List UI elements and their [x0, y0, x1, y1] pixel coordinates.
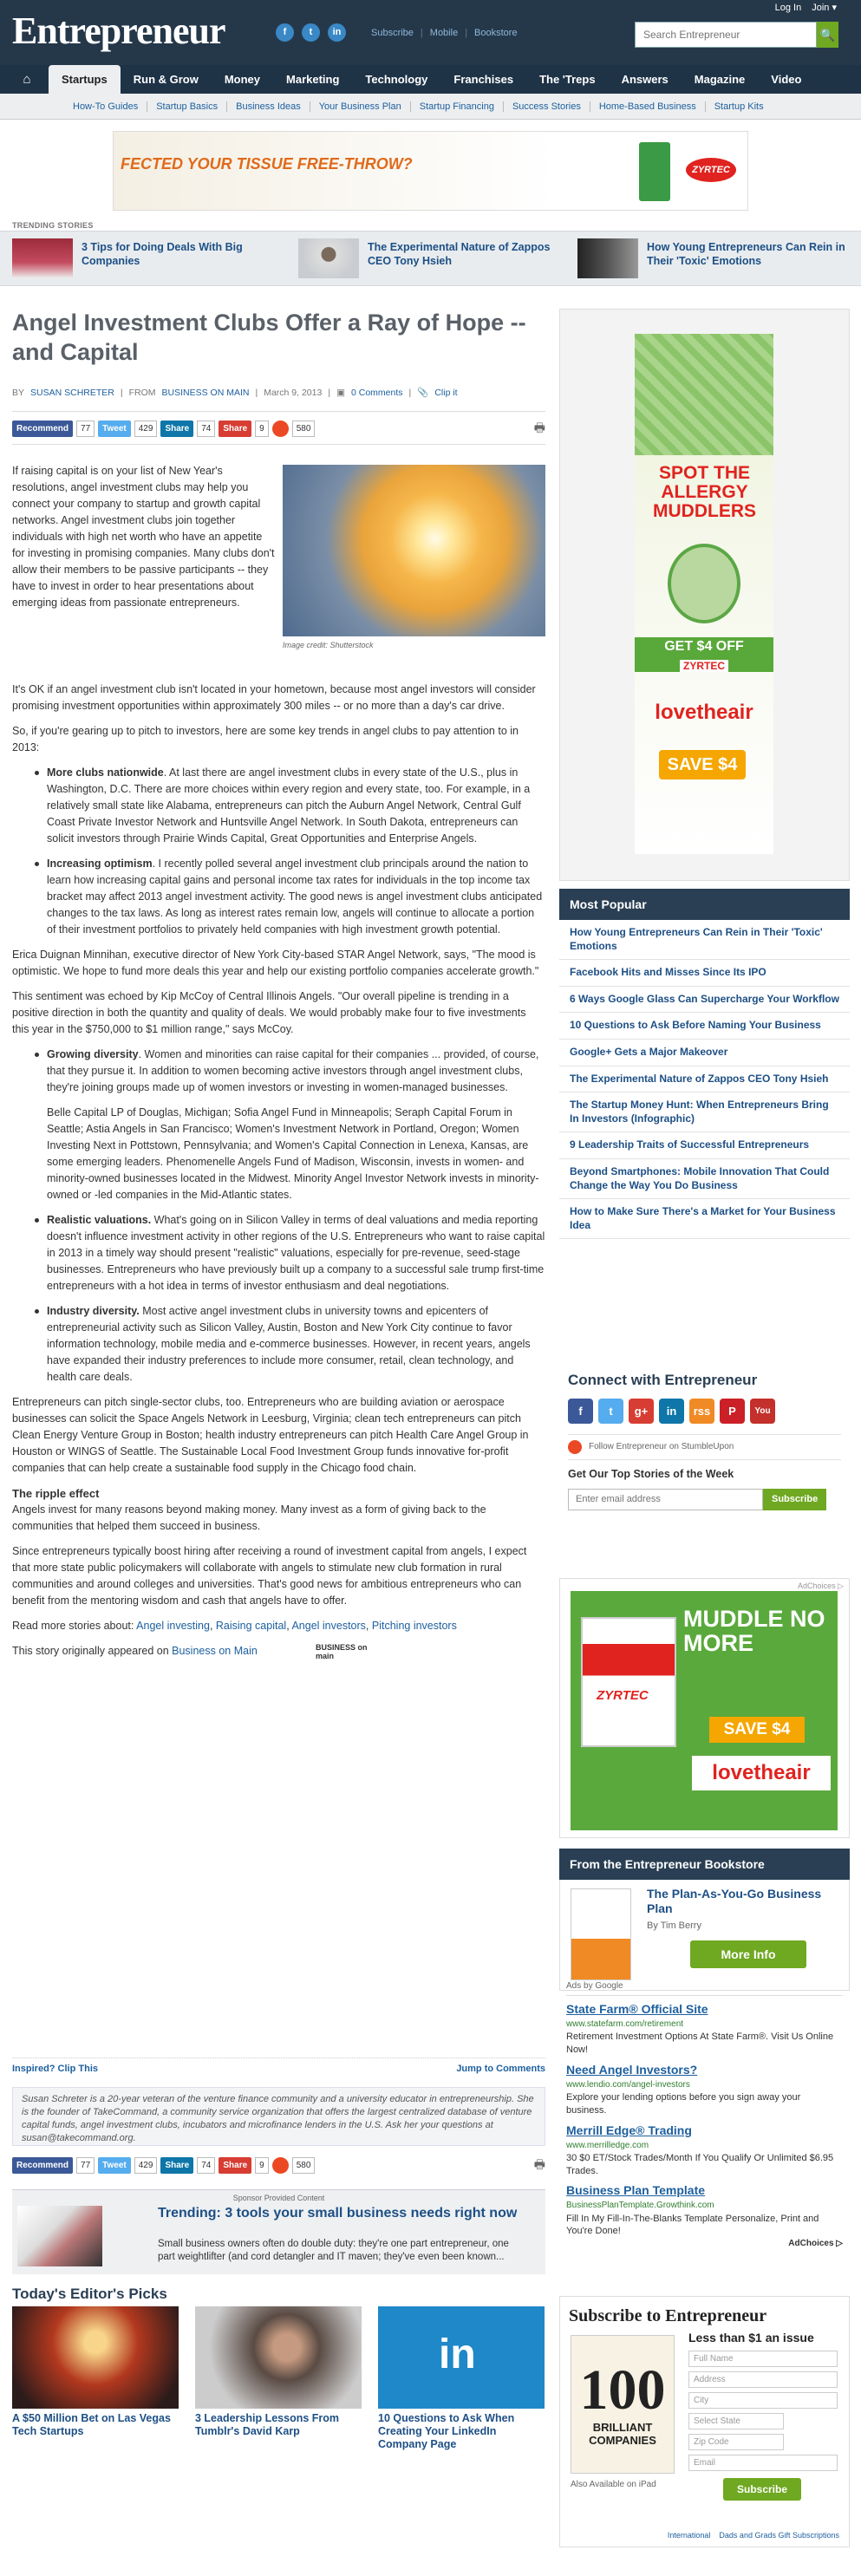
book-cover: [571, 1888, 631, 1980]
article-intro: [12, 463, 275, 620]
pick-title[interactable]: A $50 Million Bet on Las Vegas Tech Startups: [12, 2412, 171, 2437]
site-logo[interactable]: Entrepreneur: [12, 10, 225, 52]
cover-text: BRILLIANT COMPANIES: [589, 2421, 656, 2447]
google-ad-title[interactable]: Merrill Edge® Trading: [566, 2123, 692, 2137]
list-item[interactable]: Facebook Hits and Misses Since Its IPO: [559, 960, 850, 987]
article-body: [12, 681, 545, 1668]
email-input[interactable]: [568, 1489, 763, 1510]
subnav-item[interactable]: Home-Based Business: [590, 101, 706, 112]
bullet-heading: Realistic valuations.: [47, 1214, 152, 1226]
bullet-item: [12, 1212, 545, 1295]
pick-item[interactable]: [12, 2306, 179, 2451]
sidebar-ad-2[interactable]: [559, 1578, 850, 1838]
connect-heading: Connect with Entrepreneur: [568, 1372, 758, 1388]
sub-nav: [0, 94, 861, 120]
google-ad[interactable]: [566, 2062, 843, 2117]
ad-product: [581, 1617, 676, 1747]
paragraph: If raising capital is on your list of New Year's resolutions, angel investment clubs may help you connect your company to startup and growth capital networks. Angel investment clubs join together individuals with high net worth who have an appetite for investing in promising companies. Many clubs don't allow their members to be passive participants -- they have to invest in order to hear presentations about emerging ideas from passionate entrepreneurs.: [12, 465, 275, 609]
google-ad-title[interactable]: State Farm® Official Site: [566, 2002, 708, 2017]
adchoices-label[interactable]: AdChoices ▷: [798, 1581, 844, 1590]
article-date: March 9, 2013: [264, 388, 323, 398]
trending-thumb: [12, 238, 73, 278]
address-field[interactable]: Address: [688, 2371, 838, 2388]
ad-background: [635, 334, 773, 455]
ad-offer-text: GET $4 OFF: [664, 639, 744, 654]
book-author: By Tim Berry: [647, 1921, 701, 1931]
cover-number: 100: [579, 2358, 666, 2422]
subscribe-price: Less than $1 an issue: [688, 2331, 814, 2344]
pick-thumb: [378, 2306, 545, 2409]
linkedin-icon: in: [439, 2331, 476, 2377]
stumbleupon-icon[interactable]: [272, 2157, 289, 2174]
main-nav: [0, 65, 861, 94]
gp-count: 9: [255, 421, 269, 437]
trending-label: TRENDING STORIES: [12, 221, 94, 230]
divider: [12, 411, 545, 412]
sidebar-ad-1[interactable]: [559, 309, 850, 881]
nav-technology[interactable]: Technology: [365, 73, 428, 86]
nav-marketing[interactable]: Marketing: [286, 73, 340, 86]
linkedin-share-button[interactable]: Share: [160, 421, 193, 437]
author-link[interactable]: SUSAN SCHRETER: [30, 388, 114, 398]
facebook-recommend-button[interactable]: Recommend: [12, 421, 73, 437]
tweet-count: 429: [134, 2157, 158, 2174]
nav-run-grow[interactable]: Run & Grow: [133, 73, 199, 86]
source-link[interactable]: BUSINESS ON MAIN: [161, 388, 250, 398]
googleplus-share-button[interactable]: Share: [219, 2157, 251, 2174]
photo-credit: Image credit: Shutterstock: [283, 641, 374, 649]
list-item[interactable]: 10 Questions to Ask Before Naming Your Business: [559, 1013, 850, 1040]
facebook-icon[interactable]: f: [276, 23, 294, 42]
nav-answers[interactable]: Answers: [621, 73, 669, 86]
ad-brand: ZYRTEC: [680, 660, 728, 672]
share-bar-bottom: [12, 2155, 545, 2175]
city-field[interactable]: City: [688, 2392, 838, 2409]
editors-picks-heading: Today's Editor's Picks: [12, 2286, 167, 2302]
trending-item[interactable]: [12, 238, 290, 278]
subnav-item[interactable]: Startup Kits: [714, 101, 764, 112]
ad-tagline: lovetheair: [692, 1756, 831, 1790]
trending-title[interactable]: The Experimental Nature of Zappos CEO Tony Hsieh: [368, 241, 551, 267]
trash-can-image: [639, 142, 670, 201]
facebook-icon[interactable]: f: [568, 1399, 593, 1424]
search-button[interactable]: 🔍: [817, 22, 838, 48]
paragraph: So, if you're gearing up to pitch to investors, here are some key trends in angel clubs to pay attention to in 2013:: [12, 725, 519, 753]
list-item[interactable]: The Experimental Nature of Zappos CEO Tony Hsieh: [559, 1066, 850, 1093]
list-item[interactable]: How Young Entrepreneurs Can Rein in Their 'Toxic' Emotions: [559, 920, 850, 960]
most-popular-list: [559, 920, 850, 1239]
bullet-item: [12, 1047, 545, 1096]
pick-item[interactable]: [378, 2306, 545, 2451]
paragraph: Entrepreneurs can pitch single-sector clubs, too. Entrepreneurs who are building aviation or aerospace businesses can solicit the Space Angels Network in Leesburg, Virginia; clean tech entrepreneurs can pitch Clean Energy Venture Group in Boston; health industry entrepreneurs can pitch Health Care Angel Group in Houston or WINGS of Seattle. The Sustainable Local Food Investment Group funds innovative for-profit companies that can help create a sustainable food supply in the Chicago food chain.: [12, 1396, 529, 1474]
sponsored-label: Sponsor Provided Content: [232, 2194, 325, 2202]
tweet-count: 429: [134, 421, 158, 437]
li-count: 74: [197, 421, 215, 437]
list-item[interactable]: 9 Leadership Traits of Successful Entrepreneurs: [559, 1132, 850, 1159]
author-bio: Susan Schreter is a 20-year veteran of the venture finance community and a university educator in entrepreneurship. She is the founder of TakeCommand, a community service organization that offers the largest centralized database of venture capital funds, angel investment clubs, incubators and microfinance lenders in the U.S. Ask her your questions at susan@takecommand.org.: [12, 2087, 545, 2146]
state-select[interactable]: Select State: [688, 2413, 784, 2429]
home-icon[interactable]: ⌂: [23, 72, 31, 87]
paragraph: It's OK if an angel investment club isn't located in your hometown, because most angel investors will consider promising investment opportunities within approximately 300 miles -- or no more than a day's car drive.: [12, 683, 536, 712]
su-count: 580: [292, 421, 316, 437]
banner-ad-brand: ZYRTEC: [686, 158, 736, 182]
article-photo: [283, 465, 545, 636]
facebook-recommend-button[interactable]: Recommend: [12, 2157, 73, 2174]
ad-title: MUDDLE NO MORE: [683, 1606, 825, 1656]
bookstore-heading: From the Entrepreneur Bookstore: [559, 1849, 850, 1880]
google-ad-url[interactable]: www.merrilledge.com: [566, 2140, 649, 2150]
bookstore-link[interactable]: Bookstore: [474, 28, 518, 38]
original-source: [12, 1643, 545, 1660]
bullet-text: . At last there are angel investment clubs in every state of the U.S., plus in Washington, D.C. There are more choices within every region and every state, too. For example, in a relatively small state like Alabama, entrepreneurs can pitch the Auburn Angel Network, Central Gulf Coast Private Investor Network and Huntsville Angel Network. In South Dakota, entrepreneurs can solicit investors through Prairie Winds Capital, Great Opportunities and Enterprise Angels.: [47, 766, 531, 845]
share-bar: [12, 418, 545, 439]
trending-thumb: [577, 238, 638, 278]
bookstore-item[interactable]: [559, 1880, 850, 1991]
newsletter-subscribe-button[interactable]: Subscribe: [763, 1489, 826, 1510]
print-icon[interactable]: 🖶: [533, 421, 545, 435]
bullet-heading: Growing diversity: [47, 1048, 139, 1060]
banner-ad-text: FECTED YOUR TISSUE FREE-THROW?: [121, 155, 413, 173]
ad-brand: ZYRTEC: [597, 1688, 649, 1703]
comments-link[interactable]: 0 Comments: [350, 388, 403, 398]
account-links: [775, 2, 837, 16]
trending-title[interactable]: How Young Entrepreneurs Can Rein in Their 'Toxic' Emotions: [647, 241, 845, 267]
gift-subscriptions-link[interactable]: Dads and Grads Gift Subscriptions: [719, 2531, 839, 2540]
google-ad-url[interactable]: BusinessPlanTemplate.Growthink.com: [566, 2201, 714, 2211]
subscribe-button[interactable]: Subscribe: [723, 2478, 801, 2501]
list-item[interactable]: 6 Ways Google Glass Can Supercharge Your Workflow: [559, 987, 850, 1014]
subnav-item[interactable]: Startup Basics: [147, 101, 227, 112]
divider: [12, 444, 545, 445]
google-ad-desc: 30 $0 ET/Stock Trades/Month If You Qualify Or Unlimited $6.95 Trades.: [566, 2152, 834, 2176]
google-ad-title[interactable]: Business Plan Template: [566, 2183, 706, 2198]
from-label: FROM: [128, 388, 156, 398]
trending-item[interactable]: [298, 238, 576, 278]
tag-link[interactable]: Pitching investors: [371, 1620, 457, 1632]
subnav-item[interactable]: How-To Guides: [64, 101, 147, 112]
jump-to-comments-link[interactable]: Jump to Comments: [456, 2064, 545, 2074]
most-popular-heading: Most Popular: [559, 889, 850, 920]
editors-picks: [12, 2306, 545, 2451]
paragraph: Angels invest for many reasons beyond making money. Many invest as a form of giving back to the communities that helped them succeed in business.: [12, 1503, 486, 1532]
ipad-text: Also Available on iPad: [571, 2480, 656, 2489]
bullet-item: [12, 1303, 545, 1386]
nav-treps[interactable]: The 'Treps: [539, 73, 596, 86]
tweet-button[interactable]: Tweet: [98, 2157, 131, 2174]
email-field[interactable]: Email: [688, 2455, 838, 2471]
google-ad[interactable]: [566, 2001, 843, 2057]
subscribe-form: [688, 2330, 838, 2501]
pick-title[interactable]: 10 Questions to Ask When Creating Your LinkedIn Company Page: [378, 2412, 515, 2450]
paragraph: This sentiment was echoed by Kip McCoy of Central Illinois Angels. "Our overall pipeline is trending in a positive direction in both the quantity and quality of deals. We would probably make four to five investments this year in the $750,000 to $1 million range," says McCoy.: [12, 990, 526, 1035]
googleplus-icon[interactable]: g+: [629, 1399, 654, 1424]
googleplus-share-button[interactable]: Share: [219, 421, 251, 437]
subnav-item[interactable]: Startup Financing: [411, 101, 504, 112]
bullet-text: . Women and minorities can raise capital for their companies ... provided, of course, that they pursue it. In addition to women becoming active investors through angel investment clubs, they're joining groups made up of women investors or investing in women-managed businesses.: [47, 1048, 539, 1093]
book-title[interactable]: The Plan-As-You-Go Business Plan: [647, 1887, 822, 1915]
nav-magazine[interactable]: Magazine: [694, 73, 746, 86]
sponsored-desc: Small business owners often do double duty: they're one part entrepreneur, one part weightlifter (and cord detangler and IT maven; they've even been known...: [158, 2239, 509, 2262]
site-header: [0, 0, 861, 65]
subnav-item[interactable]: Your Business Plan: [310, 101, 411, 112]
gp-count: 9: [255, 2157, 269, 2174]
google-ad[interactable]: [566, 2182, 843, 2238]
bullet-heading: More clubs nationwide: [47, 766, 164, 779]
ad-offer: [635, 637, 773, 672]
google-ad-desc: Explore your lending options before you sign away your business.: [566, 2092, 801, 2116]
stumbleupon-icon[interactable]: [272, 421, 289, 437]
google-ad[interactable]: [566, 2123, 843, 2178]
more-info-button[interactable]: More Info: [690, 1940, 806, 1968]
youtube-icon[interactable]: You: [750, 1399, 775, 1424]
paragraph: Since entrepreneurs typically boost hiring after receiving a round of investment capital from angels, I expect that more state public policymakers will collaborate with angels to stimulate new club formation in rural communities and around colleges and universities. That's good news for ambitious entrepreneurs who can benefit from the mentoring wisdom and cash that angels have to offer.: [12, 1545, 527, 1607]
pick-thumb: [195, 2306, 362, 2409]
subscribe-heading: Subscribe to Entrepreneur: [569, 2306, 767, 2325]
list-item[interactable]: How to Make Sure There's a Market for Your Business Idea: [559, 1199, 850, 1239]
tag-link[interactable]: Raising capital: [215, 1620, 287, 1632]
stumble-text: Follow Entrepreneur on StumbleUpon: [589, 1442, 734, 1452]
section-heading: The ripple effect: [12, 1487, 100, 1500]
newsletter-form: [568, 1489, 841, 1510]
banner-ad[interactable]: [113, 131, 748, 211]
nav-money[interactable]: Money: [224, 73, 261, 86]
magazine-cover: [571, 2335, 675, 2474]
tag-link[interactable]: Angel investors: [291, 1620, 366, 1632]
most-popular: [559, 889, 850, 1239]
adchoices-label[interactable]: AdChoices ▷: [788, 2239, 843, 2249]
bullet-heading: Increasing optimism: [47, 858, 153, 870]
bullet-item: [12, 856, 545, 938]
join-link[interactable]: Join ▾: [812, 3, 837, 13]
linkedin-icon[interactable]: in: [659, 1399, 684, 1424]
bullet-text: What's going on in Silicon Valley in terms of deal valuations and media reporting doesn't influence investment activity in other regions of the U.S. Entrepreneurs who want to raise capital in 2013 in a timely way should present "realistic" valuations, especially for pre-revenue, seed-stage businesses. Entrepreneurs who have previously built up a company to a successful sale trump first-time entrepreneurs with a hot idea in terms of investor enthusiasm and deal negotiations.: [47, 1214, 545, 1292]
by-label: BY: [12, 388, 25, 398]
stumbleupon-icon: [568, 1440, 582, 1454]
subscribe-link[interactable]: Subscribe: [371, 28, 414, 38]
trending-title[interactable]: 3 Tips for Doing Deals With Big Companies: [82, 241, 243, 267]
subnav-item[interactable]: Success Stories: [504, 101, 590, 112]
header-links: Subscribe | Mobile | Bookstore: [371, 27, 518, 41]
mobile-link[interactable]: Mobile: [429, 28, 459, 38]
twitter-icon[interactable]: t: [598, 1399, 623, 1424]
rss-icon[interactable]: rss: [689, 1399, 714, 1424]
clip-icon: 📎: [417, 388, 429, 398]
orig-link[interactable]: Business on Main: [172, 1645, 258, 1657]
byline: BY SUSAN SCHRETER | FROM BUSINESS ON MAIN | March 9, 2013 | ▣ 0 Comments | 📎 Clip it: [12, 388, 458, 398]
li-count: 74: [197, 2157, 215, 2174]
newsletter-heading: Get Our Top Stories of the Week: [568, 1468, 734, 1481]
sponsored-title[interactable]: Trending: 3 tools your small business needs right now: [158, 2206, 518, 2221]
business-on-main-logo: BUSINESS on main: [316, 1643, 368, 1660]
ad-creative: [635, 334, 773, 854]
fb-count: 77: [76, 421, 95, 437]
inspired-clip-link[interactable]: Inspired? Clip This: [12, 2064, 99, 2074]
google-ads: [559, 1980, 850, 2250]
google-ad-title[interactable]: Need Angel Investors?: [566, 2062, 698, 2077]
subscribe-box: [559, 2296, 850, 2547]
linkedin-share-button[interactable]: Share: [160, 2157, 193, 2174]
article-title: Angel Investment Clubs Offer a Ray of Hope -- and Capital: [12, 310, 526, 365]
twitter-icon[interactable]: t: [302, 23, 320, 42]
nav-startups[interactable]: Startups: [49, 65, 121, 94]
sponsored-thumb: [17, 2206, 102, 2266]
list-item[interactable]: The Startup Money Hunt: When Entrepreneurs Bring In Investors (Infographic): [559, 1092, 850, 1132]
read-more-label: Read more stories about:: [12, 1620, 134, 1632]
ad-character: [668, 544, 740, 623]
bullet-text: Most active angel investment clubs in university towns and epicenters of entrepreneurial activity such as Silicon Valley, Austin, Boston and New York City continue to favor information technology, mobile media and e-commerce businesses. However, in recent years, angels have expanded their industry preferences to include more consumer, retail, clean technology, and health care deals.: [47, 1305, 531, 1383]
google-ads-label: Ads by Google: [566, 1980, 843, 1996]
full-name-field[interactable]: Full Name: [688, 2351, 838, 2367]
ad-save: SAVE $4: [659, 750, 746, 779]
paragraph: Erica Duignan Minnihan, executive director of New York City-based STAR Angel Network, says, "The mood is optimistic. We hope to fund more deals this year and help our existing portfolio companies accelerate growth.": [12, 949, 539, 977]
login-link[interactable]: Log In: [774, 3, 802, 13]
zip-field[interactable]: Zip Code: [688, 2434, 784, 2450]
international-link[interactable]: International: [667, 2531, 711, 2540]
bullet-text: . I recently polled several angel investment club principals around the nation to learn how increasing capital gains and personal income tax rates for individuals in the top income tax bracket may affect 2013 angel investment activity. The good news is angel investment clubs anticipated changes to the tax laws. As long as interest rates remain low, angels will continue to allocate a portion of their investment portfolios to privately held companies with high investment growth potential.: [47, 858, 543, 936]
list-item[interactable]: Beyond Smartphones: Mobile Innovation That Could Change the Way You Do Business: [559, 1159, 850, 1199]
pick-item[interactable]: [195, 2306, 362, 2451]
print-icon[interactable]: 🖶: [533, 2157, 545, 2172]
trending-bar: [0, 231, 861, 286]
ad-tagline: lovetheair: [655, 701, 753, 724]
connect-icons: [568, 1399, 841, 1424]
orig-label: This story originally appeared on: [12, 1645, 169, 1657]
nav-video[interactable]: Video: [771, 73, 802, 86]
stumble-row[interactable]: [568, 1434, 841, 1460]
bullet-heading: Industry diversity.: [47, 1305, 140, 1317]
pick-thumb: [12, 2306, 179, 2409]
tweet-button[interactable]: Tweet: [98, 421, 131, 437]
fb-count: 77: [76, 2157, 95, 2174]
connect-box: [559, 1370, 850, 1510]
read-more: Read more stories about: Angel investing, Raising capital, Angel investors, Pitching investors: [12, 1620, 457, 1632]
bullet-item: [12, 765, 545, 847]
pinterest-icon[interactable]: P: [720, 1399, 745, 1424]
sponsored-box[interactable]: [12, 2189, 545, 2274]
linkedin-icon[interactable]: in: [328, 23, 346, 42]
paragraph: Belle Capital LP of Douglas, Michigan; Sofia Angel Fund in Minneapolis; Seraph Capital Forum in Seattle; Astia Angels in San Francisco; Women's Investment Network in Portland, Oregon; Women Investing Next in Pottstown, Pennsylvania; and Women's Capital Connection in Lenexa, Kansas, are some emerging leaders. Phenomenelle Angels Fund of Madison, Wisconsin, invests in women- and minority-owned businesses located in the Midwest. Minority Angel Investor Network invests in minority-owned or -led companies in the Mid-Atlantic states.: [47, 1106, 539, 1201]
search-input[interactable]: [635, 22, 817, 48]
google-ad-desc: Retirement Investment Options At State Farm®. Visit Us Online Now!: [566, 2031, 834, 2056]
clip-link[interactable]: Clip it: [434, 388, 458, 398]
google-ad-url[interactable]: www.statefarm.com/retirement: [566, 2019, 684, 2030]
subscribe-footer: [571, 2530, 839, 2541]
tag-link[interactable]: Angel investing: [136, 1620, 210, 1632]
clip-bar: [12, 2058, 545, 2078]
bookstore-box: [559, 1849, 850, 1991]
subnav-item[interactable]: Business Ideas: [227, 101, 310, 112]
header-social: [276, 23, 346, 42]
list-item[interactable]: Google+ Gets a Major Makeover: [559, 1040, 850, 1066]
ad-creative: [571, 1591, 838, 1830]
google-ad-desc: Fill In My Fill-In-The-Blanks Template Personalize, Print and You're Done!: [566, 2213, 819, 2237]
trending-thumb: [298, 238, 359, 278]
nav-franchises[interactable]: Franchises: [453, 73, 514, 86]
pick-title[interactable]: 3 Leadership Lessons From Tumblr's David Karp: [195, 2412, 340, 2437]
ad-title: SPOT THE ALLERGY MUDDLERS: [653, 463, 756, 521]
trending-item[interactable]: [577, 238, 855, 278]
google-ad-url[interactable]: www.lendio.com/angel-investors: [566, 2079, 690, 2090]
su-count: 580: [292, 2157, 316, 2174]
comments-icon: ▣: [336, 388, 345, 398]
ad-save: SAVE $4: [709, 1717, 805, 1743]
